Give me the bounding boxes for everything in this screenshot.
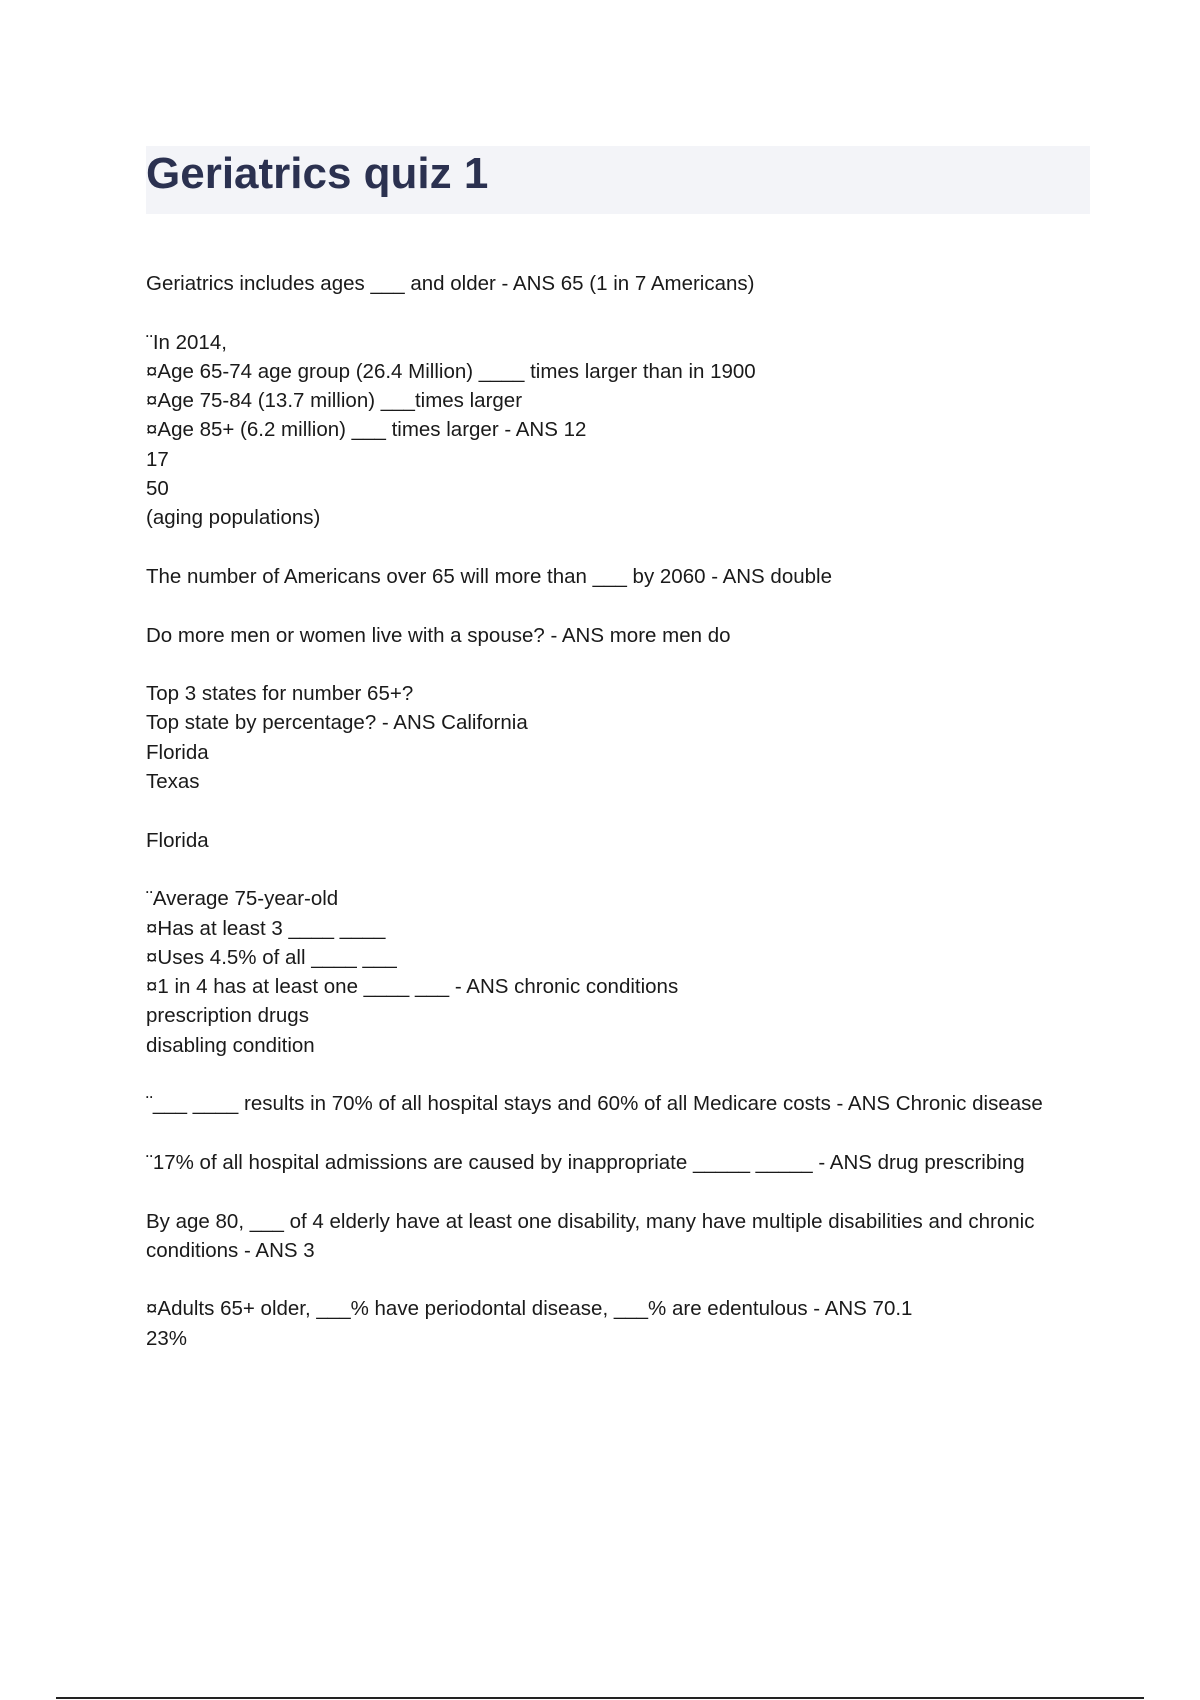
document-body (146, 269, 1090, 1382)
text-line: ¨In 2014, (146, 330, 227, 354)
qa-item-1 (146, 269, 1090, 298)
text-line: Texas (146, 770, 200, 794)
text-line: 50 (146, 477, 169, 501)
text-line: ¤Uses 4.5% of all ____ ___ (146, 945, 397, 969)
text-line: The number of Americans over 65 will more than ___ by 2060 - ANS double (146, 564, 832, 588)
text-line: By age 80, ___ of 4 elderly have at least one disability, many have multiple disabilities and chronic conditions - ANS 3 (146, 1209, 1035, 1262)
text-line: ¤Age 75-84 (13.7 million) ___times larger (146, 389, 523, 413)
text-line: 17 (146, 447, 169, 471)
text-line: Geriatrics includes ages ___ and older - ANS 65 (1 in 7 Americans) (146, 272, 755, 295)
text-line: Top state by percentage? - ANS California (146, 711, 528, 735)
text-line: ¨Average 75-year-old (146, 887, 339, 911)
text-line: Florida (146, 740, 209, 764)
qa-item-3 (146, 562, 1090, 591)
qa-item-9 (146, 1148, 1090, 1177)
text-line: Florida (146, 828, 209, 852)
footer-divider (56, 1697, 1144, 1699)
text-line: ¤Age 85+ (6.2 million) ___ times larger - ANS 12 (146, 418, 587, 442)
page-title: Geriatrics quiz 1 (146, 149, 489, 198)
text-line: 23% (146, 1326, 188, 1350)
text-line: ¨17% of all hospital admissions are caused by inappropriate _____ _____ - ANS drug prescribing (146, 1150, 1025, 1174)
text-line: Top 3 states for number 65+? (146, 682, 414, 706)
qa-item-8 (146, 1089, 1090, 1118)
text-line: ¤Has at least 3 ____ ____ (146, 916, 386, 940)
qa-item-10 (146, 1207, 1090, 1266)
qa-item-4 (146, 621, 1090, 650)
text-line: (aging populations) (146, 506, 321, 530)
text-line: Do more men or women live with a spouse? - ANS more men do (146, 623, 731, 647)
qa-item-2 (146, 328, 1090, 533)
text-line: prescription drugs (146, 1004, 309, 1028)
qa-item-6 (146, 826, 1090, 855)
qa-item-7 (146, 884, 1090, 1060)
text-line: ¤Age 65-74 age group (26.4 Million) ____ times larger than in 1900 (146, 359, 756, 383)
text-line: disabling condition (146, 1033, 315, 1057)
text-line: ¤1 in 4 has at least one ____ ___ - ANS chronic conditions (146, 975, 679, 999)
text-line: ¨___ ____ results in 70% of all hospital stays and 60% of all Medicare costs - ANS Chronic disease (146, 1092, 1043, 1116)
qa-item-5 (146, 679, 1090, 796)
text-line: ¤Adults 65+ older, ___% have periodontal disease, ___% are edentulous - ANS 70.1 (146, 1297, 913, 1321)
qa-item-11 (146, 1294, 1090, 1353)
